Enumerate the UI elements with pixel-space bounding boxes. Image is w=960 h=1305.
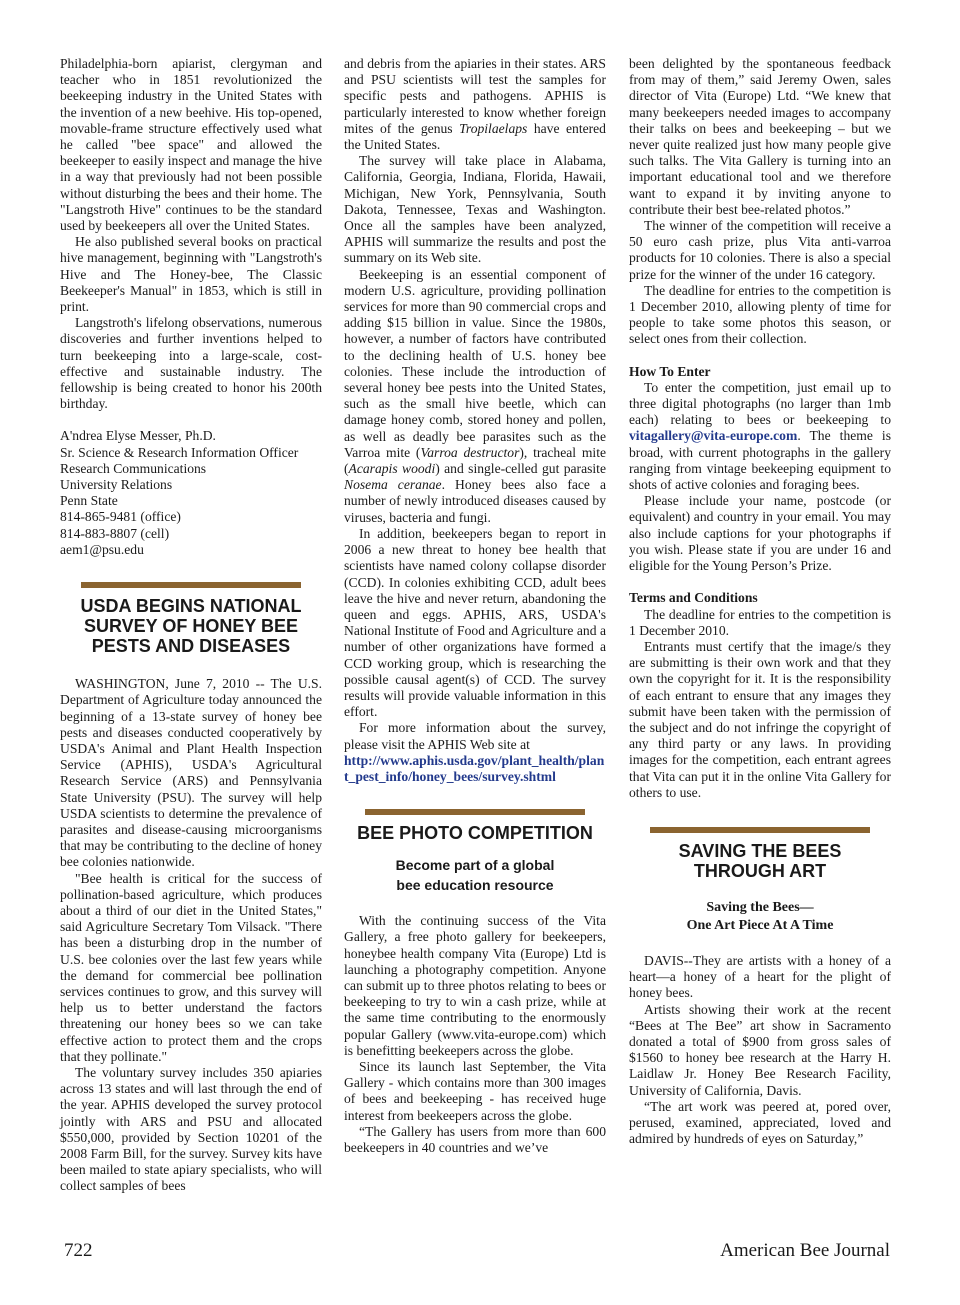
body-paragraph: To enter the competition, just email up to three digital photographs (no larger than 1mb each) relating to bees or beekeeping to vitagallery@vita-europe.com. The theme is broad, with current photographs in the gallery ranging from vintage beekeeping equipment to shots of active colonies and foraging bees. xyxy=(629,379,891,493)
saving-bees-subhead xyxy=(629,899,891,935)
author-signature xyxy=(60,428,322,558)
body-paragraph: In addition, beekeepers began to report in 2006 a new threat to honey bee health that scientists have named colony collapse disorder (CCD). In colonies exhibiting CCD, adult bees leave the hive and never return, abandoning the queen and eggs. APHIS, ARS, USDA's National Institute of Food and Agriculture and a number of other organizations have formed a CCD working group, which is researching the possible causal agent(s) of CCD. The survey results will provide valuable information in this effort. xyxy=(344,525,606,720)
headline-line: USDA BEGINS NATIONAL xyxy=(80,596,302,617)
species-name: Varroa destructor xyxy=(420,444,520,460)
body-paragraph: The deadline for entries to the competition is 1 December 2010. xyxy=(629,606,891,638)
column-2 xyxy=(344,56,606,1156)
body-paragraph: "Bee health is critical for the success of pollination-based agriculture, which produces about a third of our diet in the United States," said Agriculture Secretary Tom Vilsack. "There has been a disturbing drop in the number of U.S. bee colonies over the last few years while the demand for commercial bee pollination services continues to grow, and this survey will help us to better understand the factors threatening our honey bees so we can take effective action to protect them and the crops that they pollinate." xyxy=(60,870,322,1064)
subhead-line: One Art Piece At A Time xyxy=(686,917,834,933)
body-paragraph: Philadelphia-born apiarist, clergyman and teacher who in 1851 revolutionized the beekeeping industry in the United States with the invention of a new beehive. His top-opened, movable-frame structure effectively used what he called "bee space" and allowed the beekeeper to easily inspect and manage the hive in a way that previously had not been possible without disturbing the bees and their home. The "Langstroth Hive" continues to be the standard used by beekeepers all over the United States. xyxy=(60,56,322,234)
headline-line: THROUGH ART xyxy=(693,860,827,881)
species-name: Nosema ceranae xyxy=(344,477,442,493)
subhead-line: bee education resource xyxy=(396,877,554,894)
subhead-line: Saving the Bees— xyxy=(706,899,814,915)
signature-title: Sr. Science & Research Information Officer xyxy=(60,444,299,460)
signature-phone-office: 814-865-9481 (office) xyxy=(60,509,181,525)
body-paragraph: The survey will take place in Alabama, California, Georgia, Indiana, Florida, Hawaii, Michigan, New York, Pennsylvania, South Dakota, Tennessee, Texas and Washington. Once all the samples have been analyzed, APHIS will summarize the results and post the summary on its Web site. xyxy=(344,153,606,266)
page-number: 722 xyxy=(64,1240,93,1261)
headline-line: SURVEY OF HONEY BEE xyxy=(83,616,299,637)
body-paragraph: been delighted by the spontaneous feedback from may of them,” said Jeremy Owen, sales director of Vita (Europe) Ltd. “We knew that many beekeepers needed images to accompany their talks on bees and beekeeping – but we never quite realized just how many people give such talks. The Vita Gallery is turning into an important educational tool and we therefore want to expand it by inviting anyone to contribute their best bee-related photos.” xyxy=(629,56,891,217)
body-paragraph: WASHINGTON, June 7, 2010 -- The U.S. Department of Agriculture today announced the beginning of a 13-state survey of honey bee pests and diseases conducted cooperatively by USDA's Animal and Plant Health Inspection Service (APHIS), USDA's Agricultural Research Service (ARS) and Pennsylvania State University (PSU). The survey will help USDA scientists to determine the prevalence of parasites and disease-causing microorganisms that may be contributing to the decline of honey bee colonies nationwide. xyxy=(60,676,322,870)
body-paragraph: Langstroth's lifelong observations, numerous discoveries and further inventions helped to turn beekeeping into a large-scale, cost-effective and sustainable industry. The fellowship is being created to honor his 200th birthday. xyxy=(60,315,322,412)
signature-institution: Penn State xyxy=(60,493,118,509)
species-name: Acarapis woodi xyxy=(348,461,436,477)
body-paragraph: He also published several books on practical hive management, beginning with "Langstroth's Hive and The Honey-bee, The Classic Beekeeper's Manual" in 1853, which is still in print. xyxy=(60,234,322,315)
how-to-enter-label: How To Enter xyxy=(629,363,711,379)
species-name: Tropilaelaps xyxy=(459,120,528,136)
usda-headline xyxy=(60,596,322,656)
terms-label: Terms and Conditions xyxy=(629,590,758,606)
body-paragraph: Beekeeping is an essential component of modern U.S. agriculture, providing pollination services for more than 90 commercial crops and adding $15 billion in value. Since the 1980s, however, a number of factors have contributed to the declining health of U.S. honey bee colonies. These include the introduction of several honey bee pests into the United States, such as the small hive beetle, which can damage honey comb, stored honey and pollen, as well as deadly bee parasites such as the Varroa mite (Varroa destructor), tracheal mite (Acarapis woodi) and single-celled gut parasite Nosema ceranae. Honey bees also face a number of newly introduced diseases caused by viruses, bacteria and fungi. xyxy=(344,266,607,525)
body-paragraph: “The art work was peered at, pored over, perused, examined, appreciated, loved and admired by hundreds of eyes on Saturday,” xyxy=(629,1098,891,1147)
photo-competition-subhead xyxy=(344,855,606,895)
body-paragraph: “The Gallery has users from more than 600 beekeepers in 40 countries and we’ve xyxy=(344,1123,606,1155)
column-3 xyxy=(629,56,891,1147)
signature-phone-cell: 814-883-8807 (cell) xyxy=(60,525,170,541)
body-paragraph: DAVIS--They are artists with a honey of a heart—a honey of a heart for the plight of honey bees. xyxy=(629,952,891,1001)
body-paragraph: Entrants must certify that the image/s they are submitting is their own work and that they own the copyright for it. It is the responsibility of each entrant to ensure that any images they submit have been taken with the permission of the subject and do not infringe the copyright of any third party or any laws. In providing images for the competition, each entrant agrees that Vita can put it in the online Vita Gallery for others to use. xyxy=(629,638,891,800)
email-link[interactable]: vitagallery@vita-europe.com xyxy=(629,428,798,444)
column-1 xyxy=(60,56,322,1195)
subhead-line: Become part of a global xyxy=(395,857,555,874)
signature-email: aem1@psu.edu xyxy=(60,541,144,557)
headline-line: PESTS AND DISEASES xyxy=(91,636,291,657)
body-paragraph: Since its launch last September, the Vita Gallery - which contains more than 300 images of bees and beekeeping - has received huge interest from beekeepers across the globe. xyxy=(344,1058,606,1123)
photo-competition-headline: BEE PHOTO COMPETITION xyxy=(357,823,593,844)
signature-unit: University Relations xyxy=(60,477,173,493)
headline-line: SAVING THE BEES xyxy=(678,840,842,861)
saving-bees-headline xyxy=(629,841,891,881)
body-paragraph: With the continuing success of the Vita Gallery, a free photo gallery for beekeepers, honeybee health company Vita (Europe) Ltd is launching a photography competition. Anyone can submit up to three photos relating to bees or beekeeping to try to win a cash prize, while at the same time contributing to the enormously popular Gallery (www.vita-europe.com) which is benefitting beekeepers across the globe. xyxy=(344,913,606,1058)
body-paragraph: The deadline for entries to the competition is 1 December 2010, allowing plenty of time for people to take some photos this season, or select ones from their collection. xyxy=(629,282,891,347)
signature-name: A'ndrea Elyse Messer, Ph.D. xyxy=(60,428,216,444)
journal-title: American Bee Journal xyxy=(720,1240,890,1261)
body-paragraph: The voluntary survey includes 350 apiaries across 13 states and will last through the end of the year. APHIS developed the survey protocol jointly with ARS and PSU and allocated $550,000, provided by Section 10201 of the 2008 Farm Bill, for the survey. Survey kits have been mailed to state apiary specialists, who will collect samples of bees xyxy=(60,1064,322,1194)
signature-dept: Research Communications xyxy=(60,460,207,476)
body-paragraph: For more information about the survey, please visit the APHIS Web site at xyxy=(344,720,606,752)
body-paragraph: Artists showing their work at the recent “Bees at The Bee” art show in Sacramento donated a total of $900 from gross sales of $1560 to honey bee research at the Harry H. Laidlaw Jr. Honey Bee Research Facility, University of California, Davis. xyxy=(629,1001,891,1098)
body-paragraph: and debris from the apiaries in their states. ARS and PSU scientists will test the samples for specific pests and pathogens. APHIS is particularly interested to know whether foreign mites of the genus Tropilaelaps have entered the United States. xyxy=(344,56,606,153)
body-paragraph: Please include your name, postcode (or equivalent) and country in your email. You may also include captions for your photographs if you wish. Please state if you are under 16 and eligible for the Young Person’s Prize. xyxy=(629,493,891,574)
body-paragraph: The winner of the competition will receive a 50 euro cash prize, plus Vita anti-varroa products for 10 colonies. There is also a special prize for the winner of the under 16 category. xyxy=(629,218,891,282)
aphis-survey-link[interactable]: http://www.aphis.usda.gov/plant_health/plant_pest_info/honey_bees/survey.shtml xyxy=(344,752,605,784)
